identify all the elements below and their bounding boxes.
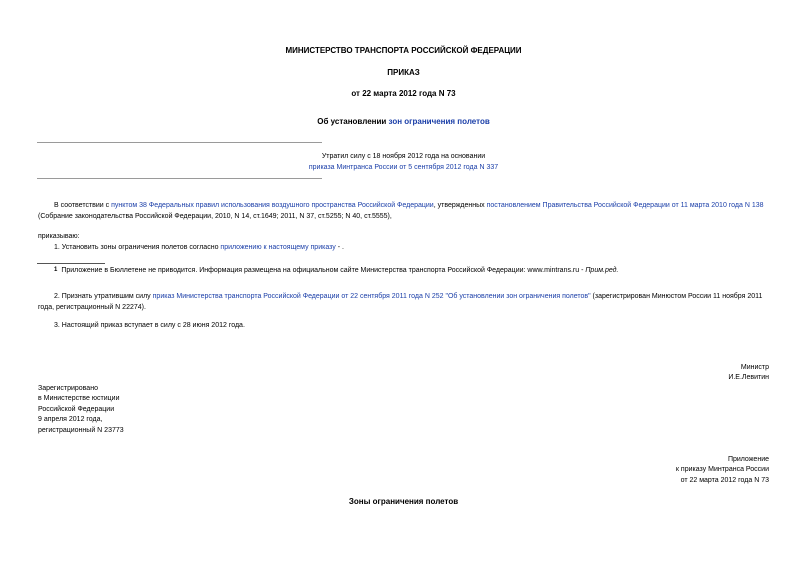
appendix-reference [676,455,769,486]
item1-text-2: - . [335,244,344,251]
appendix-line: от 22 марта 2012 года N 73 [680,476,769,484]
registration-line: Российской Федерации [38,405,115,413]
preamble-link-rules[interactable]: пунктом 38 Федеральных правил использования воздушного пространства Российской Федерации [111,202,434,209]
preamble-text-1: В соответствии с [54,202,112,209]
footnote-editor-note: Прим.ред. [585,267,619,274]
item1-text-1: 1. Установить зоны ограничения полетов согласно [54,244,221,251]
preamble-paragraph [38,201,771,222]
order-item-3: 3. Настоящий приказ вступает в силу с 28 июня 2012 года. [54,322,245,329]
preamble-text-3: (Собрание законодательства Российской Федерации, 2010, N 14, ст.1649; 2011, N 37, ст.5255; N 40, ст.5555), [38,212,392,220]
item2-text-1: 2. Признать утратившим силу [54,293,153,300]
registration-block [38,384,124,436]
appendix-line: Приложение [727,456,769,463]
footnote [54,267,618,274]
item1-appendix-link[interactable]: приложению к настоящему приказу [220,244,336,251]
item2-text-2: (зарегистрирован Минюстом России 11 ноября 2011 года, регистрационный N 22274). [38,293,763,311]
doc-type-heading: ПРИКАЗ [387,68,420,77]
status-link[interactable]: приказа Минтранса России от 5 сентября 2012 года N 337 [308,164,499,171]
status-divider-bottom [37,178,322,179]
doc-title [0,117,807,126]
registration-line: Зарегистрировано [38,385,98,392]
appendix-line: к приказу Минтранса России [675,466,769,474]
registration-line: регистрационный N 23773 [38,426,124,434]
signature-name: И.Е.Левитин [728,374,769,381]
order-item-1 [54,244,344,251]
footnote-marker: 1 [54,267,58,273]
preamble-link-resolution[interactable]: постановлением Правительства Российской Федерации от 11 марта 2010 года N 138 [486,202,764,209]
item2-order-link[interactable]: приказ Министерства транспорта Российской Федерации от 22 сентября 2011 года N 252 "Об установлении зон ограничения полетов" [152,293,591,300]
status-line: Утратил силу с 18 ноября 2012 года на основании [321,153,486,160]
doc-date-number: от 22 марта 2012 года N 73 [351,89,456,98]
registration-line: 9 апреля 2012 года, [38,416,103,424]
order-word: приказываю: [38,233,80,240]
footnote-text: Приложение в Бюллетене не приводится. Информация размещена на официальном сайте Министерства транспорта Российской Федерации: www.mintrans.ru - [61,267,586,274]
doc-title-text: Об установлении [317,117,389,126]
ministry-heading: МИНИСТЕРСТВО ТРАНСПОРТА РОССИЙСКОЙ ФЕДЕРАЦИИ [285,46,522,55]
footnote-divider [37,263,105,264]
appendix-title: Зоны ограничения полетов [348,497,459,506]
signature-position: Министр [740,364,769,371]
preamble-text-2: , утвержденных [433,202,487,209]
order-item-2 [38,292,771,313]
registration-line: в Министерстве юстиции [38,395,120,403]
doc-title-link[interactable]: зон ограничения полетов [388,117,490,126]
status-divider-top [37,142,322,143]
